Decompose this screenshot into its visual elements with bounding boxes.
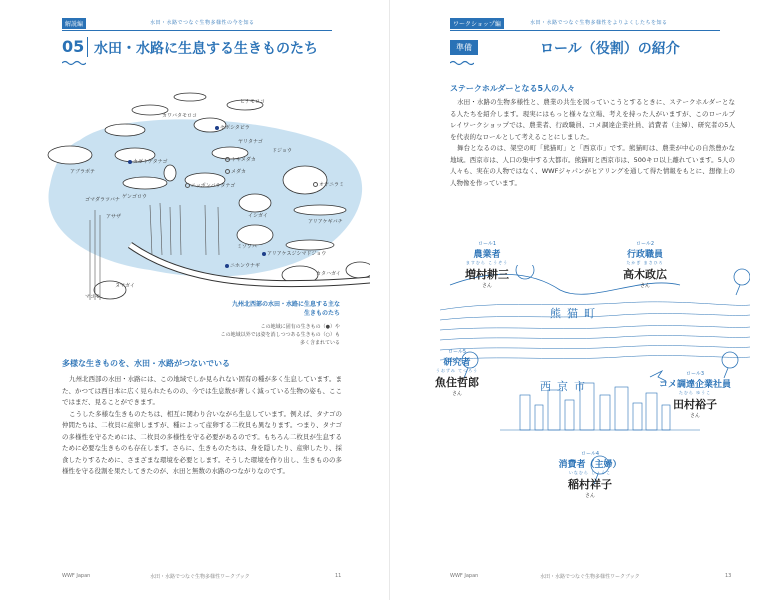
paragraph: 水田・水路の生物多様性と、農業の共生を図っていこうとするときに、ステークホルダーとなる人たちを紹介します。現実にはもっと様々な立場、考えを持った人がいますが、このロールプレイワークショップでは、農業者、行政職員、コメ調達企業社員、消費者（主婦）、研究者の5人を代表的なロールとして考えることにしました。 <box>450 98 735 141</box>
species-label: マコモ <box>85 294 101 300</box>
honorific: さん <box>689 413 700 419</box>
role-title: 消費者（主婦） <box>558 460 622 470</box>
figure-caption: 九州北西部の水田・水路に生息する主な生きものたち <box>231 301 340 317</box>
legend-line: この地域に固有の生きもの（●）や <box>260 324 340 330</box>
body-text <box>62 374 342 478</box>
species-label: カワバタモロコ <box>162 113 198 119</box>
role-title: コメ調達企業社員 <box>658 380 731 390</box>
endemic-marker <box>225 264 229 268</box>
role-card <box>442 240 532 289</box>
role-number: ロール4 <box>580 451 600 457</box>
species-label: ゴマダラツバナ <box>85 197 120 203</box>
town-label-kumanekocho: 熊猫町 <box>550 307 601 320</box>
role-title: 研究者 <box>443 358 471 368</box>
species-label: ヤリタナゴ <box>238 139 263 145</box>
declining-marker <box>225 169 230 174</box>
endemic-marker <box>262 252 266 256</box>
wave-ornament <box>62 60 86 66</box>
species-label: セボシタビラ <box>215 124 250 131</box>
endemic-marker <box>215 126 219 130</box>
role-title: 農業者 <box>473 250 501 260</box>
role-ruby: いなむら しょうこ <box>568 470 612 475</box>
footer-publisher: WWF Japan <box>62 573 91 579</box>
species-label: ニホンウナギ <box>225 262 260 269</box>
role-ruby: ますむら こうぞう <box>465 260 509 265</box>
section-tag: 解説編 <box>62 18 86 29</box>
honorific: さん <box>584 493 595 499</box>
header-rule <box>450 30 720 31</box>
person-name: 魚住哲郎 <box>435 376 479 389</box>
page-title: ロール（役割）の紹介 <box>540 41 680 57</box>
role-title: 行政職員 <box>626 250 663 260</box>
declining-marker <box>313 182 318 187</box>
paragraph: こうした多様な生きものたちは、相互に関わり合いながら生息しています。例えば、タナゴの仲間たちは、二枚貝に産卵しますが、種によって産卵する二枚貝も異なります。つまり、タナゴの多様性を守るためには、二枚貝の多様性を守る必要があるのです。もちろん二枚貝が生息するために必要な生きものも存在します。さらに、生きものたちは、身を隠したり、産卵したり、採食したりするために、さまざまな環境を必要とします。そうした環境を作り出し、生きものの多様性を守る役割を果たしてきたのが、水田と無数の水路のつながりなのです。 <box>62 409 342 475</box>
section-tag: ワークショップ編 <box>450 18 504 29</box>
footer-book-title: 水田・水路でつなぐ生物多様性ワークブック <box>540 574 640 580</box>
legend-line: この地域以外では姿を消しつつある生きもの（○）も <box>220 332 340 338</box>
header-rule <box>62 30 332 31</box>
title-divider <box>87 37 88 57</box>
species-label: イシガイ <box>248 213 268 219</box>
species-label: ミゾソバ <box>237 244 257 250</box>
honorific: さん <box>451 391 462 397</box>
species-label: トキメダカ <box>225 156 256 163</box>
declining-marker <box>185 183 190 188</box>
running-head: 水田・水路でつなぐ生物多様性の今を知る <box>150 20 255 26</box>
role-card <box>600 240 690 289</box>
role-number: ロール1 <box>477 241 497 247</box>
section-subheading: ステークホルダーとなる5人の人々 <box>450 84 576 93</box>
person-name: 田村裕子 <box>673 398 717 411</box>
running-head: 水田・水路でつなぐ生物多様性をよりよくしたちを知る <box>530 20 668 26</box>
species-label: ゲンゴロウ <box>122 194 147 200</box>
role-card <box>645 370 745 419</box>
species-label: ヌマガイ <box>115 283 135 289</box>
person-name: 稲村祥子 <box>568 478 612 491</box>
species-label: メダカ <box>225 168 246 175</box>
species-label: ニッポンバラタナゴ <box>185 182 235 189</box>
role-number: ロール2 <box>635 241 655 247</box>
role-number: ロール5 <box>447 349 467 355</box>
right-page <box>390 0 780 600</box>
species-label: ヒナモロコ <box>240 99 266 105</box>
step-label: 準備 <box>450 40 478 55</box>
species-label: アリアケギバチ <box>308 219 343 225</box>
page-title: 水田・水路に生息する生きものたち <box>94 41 318 57</box>
page-number: 11 <box>335 573 342 579</box>
person-name: 増村耕三 <box>465 268 509 281</box>
honorific: さん <box>481 283 492 289</box>
species-label: カタハガイ <box>316 271 341 277</box>
wave-ornament <box>450 60 474 66</box>
role-card <box>540 450 640 499</box>
species-label: アブラボテ <box>70 169 96 175</box>
footer-book-title: 水田・水路でつなぐ生物多様性ワークブック <box>150 574 250 580</box>
page-number: 13 <box>725 573 732 579</box>
body-text <box>450 97 735 189</box>
species-label: カゼトゲタナゴ <box>128 158 167 165</box>
declining-marker <box>225 157 230 162</box>
legend-line: 多く含まれている <box>299 340 340 346</box>
species-label: ドジョウ <box>272 148 292 154</box>
person-name: 高木政広 <box>623 268 667 281</box>
role-ruby: たかぎ まさひろ <box>626 260 664 265</box>
footer-publisher: WWF Japan <box>450 573 479 579</box>
paragraph: 九州北西部の水田・水路には、この地域でしか見られない固有の種が多く生息しています。また、かつては西日本に広く見られたものの、今では生息数が著しく減っている生物の姿も、ここではまだ、見ることができます。 <box>62 375 342 406</box>
species-label: アサザ <box>106 214 122 220</box>
town-label-saikyoshi: 西京市 <box>540 380 591 393</box>
endemic-marker <box>128 160 132 164</box>
role-ruby: たむら ゆうこ <box>678 390 712 395</box>
chapter-number: 05 <box>62 37 85 56</box>
honorific: さん <box>639 283 650 289</box>
role-ruby: うおずみ てつろう <box>435 368 479 373</box>
section-subheading: 多様な生きものを、水田・水路がつないでいる <box>62 359 230 368</box>
role-number: ロール3 <box>685 371 705 377</box>
species-label: アリアケスジシマドジョウ <box>262 250 326 257</box>
species-label: オヤニラミ <box>313 181 344 188</box>
figure-legend <box>200 323 340 347</box>
role-card <box>412 348 502 397</box>
paragraph: 舞台となるのは、架空の町「熊猫町」と「西京市」です。熊猫町は、農業が中心の自然豊かな地域。西京市は、人口の集中する大都市。熊猫町と西京市は、500キロ以上離れています。5人の人々も、実在の人物ではなく、WWFジャパンがヒアリングを通して得た情報をもとに、想像上の人物像を作っています。 <box>450 144 735 187</box>
